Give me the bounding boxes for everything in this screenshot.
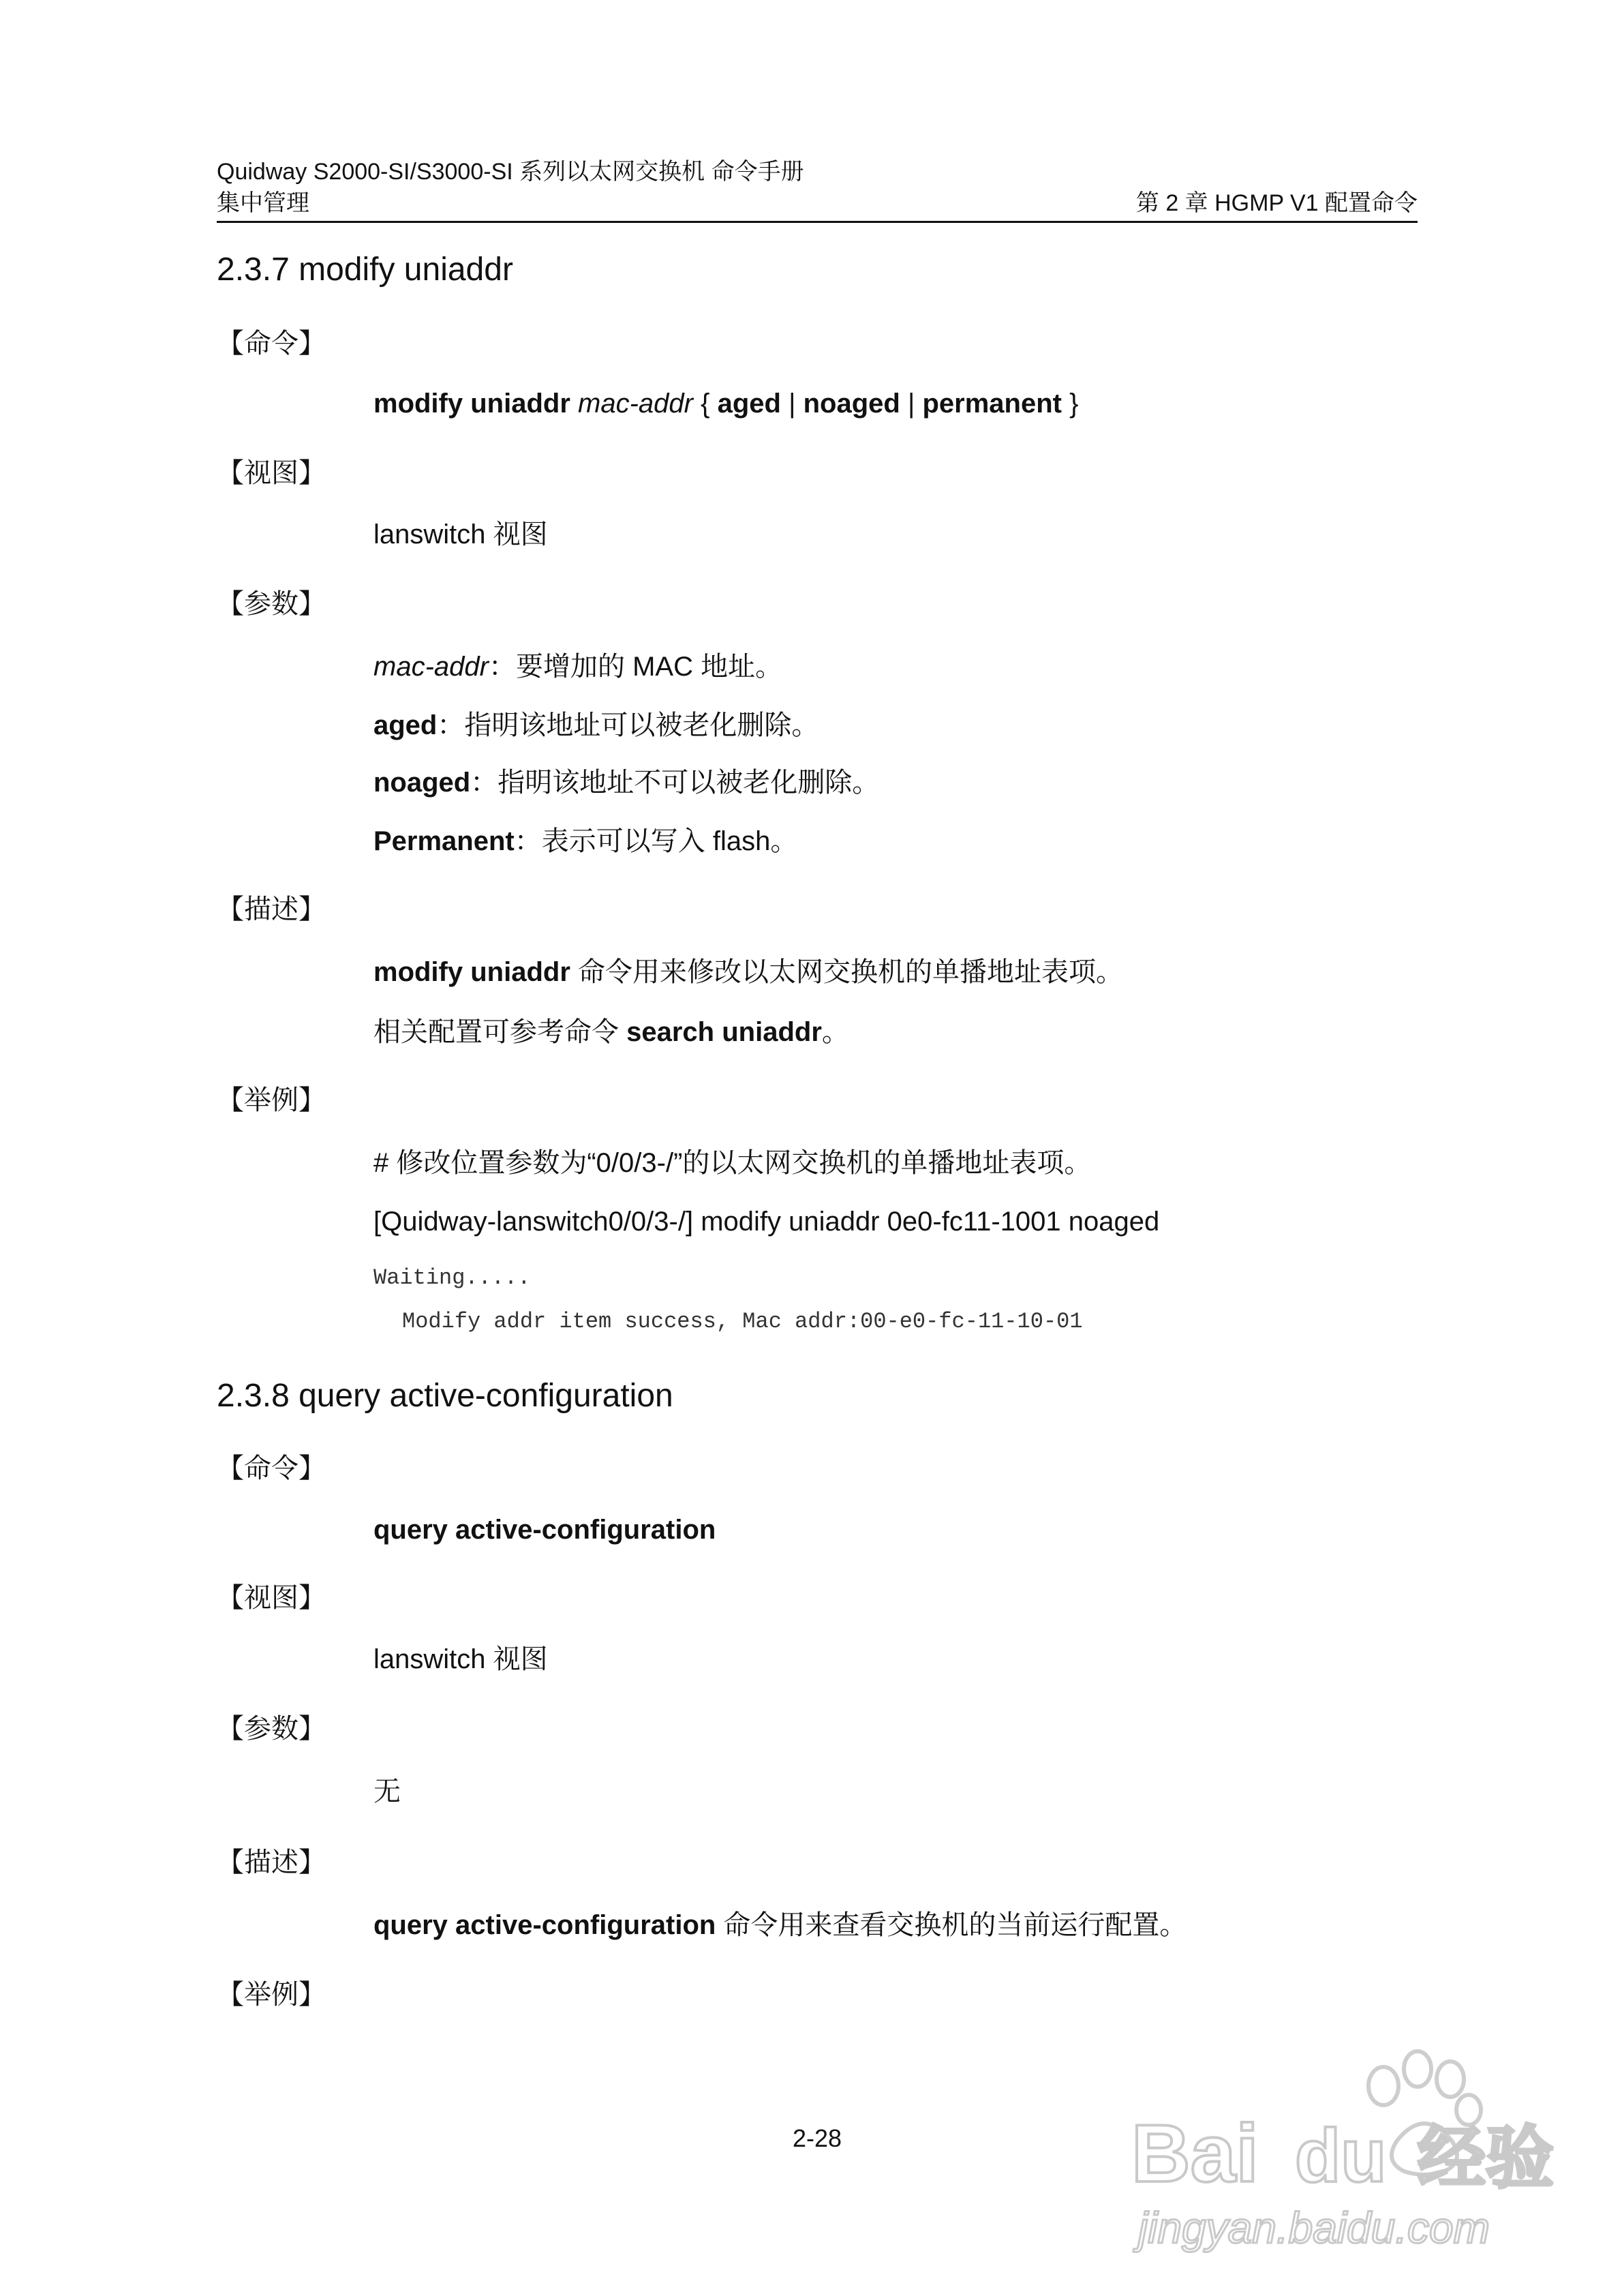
description-text: 命令用来修改以太网交换机的单播地址表项。 [570, 957, 1124, 987]
paw-icon [1368, 2067, 1398, 2105]
param-item [373, 709, 818, 742]
param-name: noaged [373, 768, 471, 798]
brace-open: { [701, 389, 710, 419]
example-label: 【举例】 [217, 1980, 326, 2010]
running-header-section: 集中管理 [217, 190, 309, 216]
baidu-jingyan-watermark [1124, 2038, 1602, 2263]
separator: | [789, 389, 796, 419]
params-label: 【参数】 [217, 1714, 326, 1744]
command-keyword: query active-configuration [373, 1515, 716, 1545]
watermark-url: jingyan.baidu.com [1138, 2203, 1490, 2252]
description-line [373, 1016, 849, 1048]
command-arg: mac-addr [578, 389, 693, 419]
description-keyword: modify uniaddr [373, 957, 570, 987]
view-text: lanswitch 视图 [373, 519, 548, 549]
description-text: 命令用来查看交换机的当前运行配置。 [716, 1910, 1187, 1940]
svg-text:经验: 经验 [1418, 2118, 1554, 2198]
param-desc: ：表示可以写入 flash。 [514, 826, 798, 856]
command-label: 【命令】 [217, 329, 326, 359]
option-permanent: permanent [922, 389, 1062, 419]
param-item [373, 650, 782, 683]
example-output-line: Waiting..... [373, 1265, 531, 1290]
param-desc: ：要增加的 MAC 地址。 [488, 652, 783, 682]
command-syntax [373, 387, 1078, 420]
option-noaged: noaged [803, 389, 900, 419]
running-header-chapter: 第 2 章 HGMP V1 配置命令 [1135, 190, 1418, 216]
watermark-brand: Bai [1131, 2108, 1259, 2199]
option-aged: aged [717, 389, 781, 419]
param-name: mac-addr [373, 652, 489, 682]
command-keyword: modify uniaddr [373, 389, 570, 419]
param-name: aged [373, 710, 438, 740]
running-header-title: Quidway S2000-SI/S3000-SI 系列以太网交换机 命令手册 [217, 159, 804, 185]
command-label: 【命令】 [217, 1453, 326, 1483]
svg-text:du: du [1295, 2114, 1387, 2198]
header-rule [217, 221, 1418, 223]
description-line [373, 956, 1123, 988]
description-line [373, 1909, 1187, 1942]
page-number: 2-28 [793, 2124, 842, 2152]
separator: | [907, 389, 915, 419]
view-label: 【视图】 [217, 1583, 326, 1613]
param-name: Permanent [373, 826, 515, 856]
description-keyword: search uniaddr [626, 1017, 822, 1047]
params-label: 【参数】 [217, 589, 326, 619]
param-desc: ：指明该地址可以被老化删除。 [437, 710, 819, 740]
param-item [373, 825, 797, 858]
description-label: 【描述】 [217, 894, 326, 924]
param-desc: ：指明该地址不可以被老化删除。 [470, 768, 880, 798]
section-title-query-active-configuration: 2.3.8 query active-configuration [217, 1378, 673, 1414]
brace-close: } [1069, 389, 1079, 419]
view-text: lanswitch 视图 [373, 1644, 548, 1674]
description-keyword: query active-configuration [373, 1910, 716, 1940]
example-output-line: Modify addr item success, Mac addr:00-e0-fc-11-10-01 [402, 1309, 1083, 1334]
example-comment: # 修改位置参数为“0/0/3-/”的以太网交换机的单播地址表项。 [373, 1148, 1092, 1178]
description-text: 。 [821, 1017, 849, 1047]
example-command: [Quidway-lanswitch0/0/3-/] modify uniaddr 0e0-fc11-1001 noaged [373, 1207, 1160, 1237]
param-item [373, 766, 879, 799]
description-label: 【描述】 [217, 1847, 326, 1877]
description-text: 相关配置可参考命令 [373, 1017, 627, 1047]
command-syntax [373, 1513, 716, 1546]
section-title-modify-uniaddr: 2.3.7 modify uniaddr [217, 252, 513, 288]
params-text: 无 [373, 1777, 401, 1807]
view-label: 【视图】 [217, 458, 326, 488]
example-label: 【举例】 [217, 1085, 326, 1115]
